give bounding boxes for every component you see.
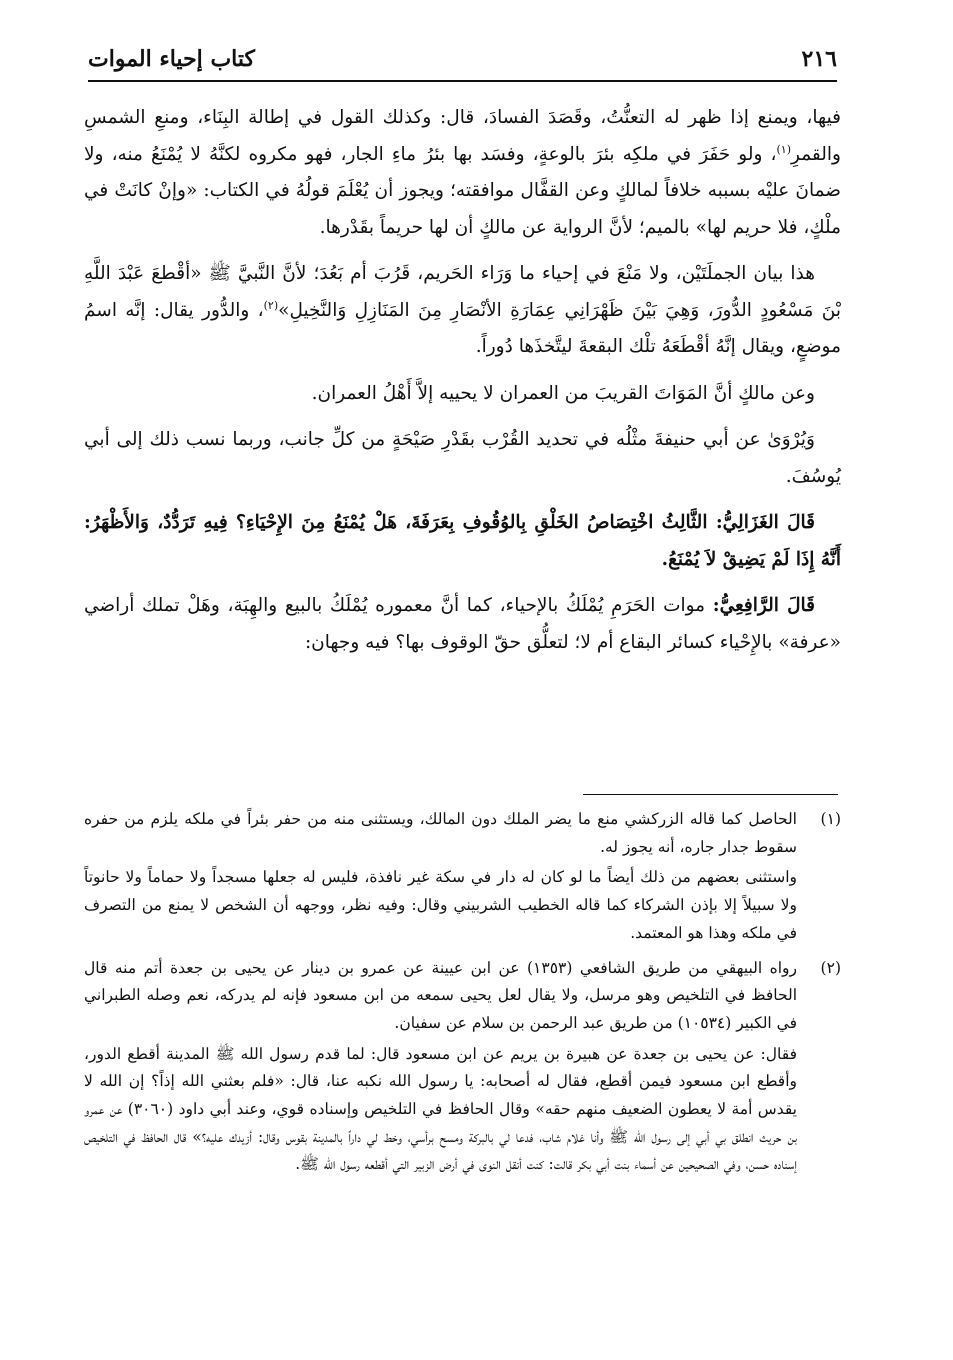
page-number: ٢١٦ <box>801 46 837 72</box>
rafii-text: موات الحَرَمِ يُمْلَكُ بالإحياء، كما أنَّ معموره يُمْلَكُ بالبيع والهِبَة، وهَلْ تملك أراضي «عرفة» بالإِحْياء كسائر البقاع أم لا؛ لتعلُّق حقّ الوقوف بها؟ فيه وجهان: <box>84 595 841 653</box>
paragraph-2-continuation: ، والدُّور يقال: إنَّه اسمُ موضعٍ، ويقال إنَّهُ أقْطَعَهُ تلْك البقعةَ ليتَّخذَها دُوراً. <box>84 299 841 357</box>
paragraph-1 <box>84 100 841 246</box>
footnote-1 <box>84 806 841 951</box>
footnote-2-number: (٢) <box>820 958 841 977</box>
rafii-speaker: قَالَ الرَّافِعِيُّ: <box>712 595 815 616</box>
footnote-2-body <box>84 955 797 1183</box>
ghazali-text: الثَّالِثُ اخْتِصَاصُ الخَلْقِ بِالوُقُوفِ بِعَرَفَةَ، هَلْ يُمْنَعُ مِنَ الإِحْيَاءِ؟ فِيهِ تَرَدُّدٌ، وَالأَظْهَرُ: أَنَّهُ إِذَا لَمْ يَضِيقْ لاَ يُمْنَعُ. <box>84 512 841 570</box>
footnote-1-body <box>84 806 797 951</box>
paragraph-3: وعن مالكٍ أنَّ المَوَاتَ القريبَ من العمران لا يحييه إلاَّ أَهْلُ العمران. <box>311 382 815 404</box>
footnotes <box>84 806 841 1186</box>
footnote-2-para-2: فقال: عن يحيى بن جعدة عن هبيرة بن يريم عن ابن مسعود قال: لما قدم رسول الله ﷺ المدينة أقطع الدور، وأقطع ابن مسعود فيمن أقطع، فقال له أصحابه: يا رسول الله نكبه عنا، قال: «فلم بعثني الله إذاً؟ إن الله لا يقدس أمة لا يعطون الضعيف منهم حقه» وقال الحافظ في التلخيص وإسناده قوي، وعند أبي داود (٣٠٦٠) عن عمرو بن حريث انطلق بي أبي إلى رسول الله ﷺ وأنا غلام شاب، فدعا لي بالبركة ومسح برأسي، وخط لي داراً بالمدينة بقوس وقال: أزيدك عليه؟» قال الحافظ في التلخيص إسناده حسن، وفي الصحيحين عن أسماء بنت أبي بكر قالت: كنت أنقل النوى في أرض الزبير التي أقطعه رسول الله ﷺ. <box>84 1044 797 1174</box>
paragraph-2-text: هذا بيان الجملَتَيْن، ولا مَنْعَ في إحياء ما وَرَاء الحَريم، قَرُبَ أم بَعُدَ؛ لأنَّ النَّبيَّ ﷺ «أقْطعَ عَبْدَ اللَّهِ بْنَ مَسْعُودٍ الدُّورَ، وَهِيَ بَيْنَ ظَهْرَانِي عِمَارَةِ الأنْصَارِ مِنَ المَنَازِلِ وَالنَّخِيلِ» <box>84 263 841 321</box>
main-text <box>84 100 841 671</box>
ghazali-speaker: قَالَ الغَزَالِيُّ: <box>715 512 816 533</box>
paragraph-1-continuation: ، ولو حَفَرَ في ملكِه بئرَ بالوعةٍ، وفسَد بها بئرُ ماءِ الجار، فهو مكروه لكنَّهُ لا يُمْنَعُ منه، ولا ضمانَ عليْه بسببه خلافاً لمالكٍ وعن القفَّال موافقته؛ ويجوز أن يُعْلَمَ قولُهُ في الكتاب: «وإنْ كانَتْ في ملْكٍ، فلا حريم لها» بالميم؛ لأنَّ الرواية عن مالكٍ أن لها حريماً بقَدْرها. <box>84 143 841 238</box>
paragraph-4: وَيُرْوَىٰ عن أبي حنيفةَ مثْلُه في تحديد القُرْب بقَدْرِ صَيْحَةٍ من كلِّ جانب، وربما نسب ذلك إلى أبي يُوسُفَ. <box>84 429 841 487</box>
footnote-1-number: (١) <box>820 810 841 828</box>
running-title: كتاب إحياء الموات <box>88 46 255 72</box>
footnote-1-para-2: واستثنى بعضهم من ذلك أيضاً ما لو كان له دار في سكة غير نافذة، فليس له جعلها مسجداً ولا حماماً ولا حانوتاً ولا سبيلاً إلا بإذن الشركاء كما قاله الخطيب الشربيني وقال: وفيه نظر، ووجهه أن الشخص لا يمنع من التصرف في ملكه وهذا هو المعتمد. <box>84 868 797 942</box>
footnote-1-para-1: الحاصل كما قاله الزركشي منع ما يضر الملك دون المالك، ويستثنى منه من حفر بئراً في ملكه يلزم من حفره سقوط جدار جاره، أنه يجوز له. <box>84 810 797 856</box>
footnote-separator <box>583 794 838 795</box>
footnote-ref-1: (١) <box>776 142 792 156</box>
footnote-2-para-1: رواه البيهقي من طريق الشافعي (١٣٥٣) عن ابن عيينة عن عمرو بن دينار عن يحيى بن جعدة أتم منه قال الحافظ في التلخيص وهو مرسل، ولا يقال لعل يحيى سمعه من ابن مسعود فإنه لم يدركه، نعم وصله الطبراني في الكبير (١٠٥٣٤) من طريق عبد الرحمن بن سلام عن سفيان. <box>84 958 797 1032</box>
paragraph-2 <box>84 256 841 366</box>
paragraph-1-text: فيها، ويمنع إذا ظهر له التعنُّتُ، وقَصَدَ الفسادَ، قال: وكذلك القول في إطالة البِنَاء، ومنعِ الشمسِ والقمرِ <box>84 107 841 165</box>
ghazali-matn <box>84 505 841 578</box>
footnote-ref-2: (٢) <box>263 298 279 312</box>
footnote-2 <box>84 955 841 1183</box>
page-header <box>88 38 837 82</box>
rafii-commentary <box>84 588 841 661</box>
